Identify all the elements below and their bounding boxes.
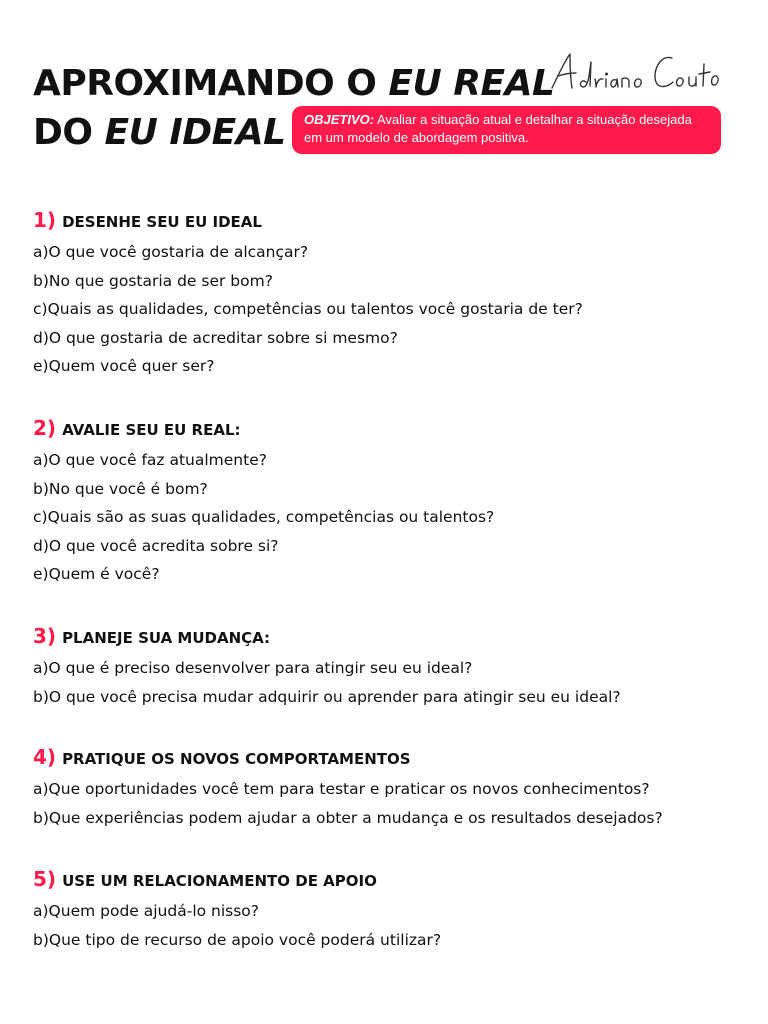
page-title-line-1 xyxy=(33,64,554,104)
question-item: b)Que tipo de recurso de apoio você poderá utilizar? xyxy=(33,930,442,949)
question-item: b)O que você precisa mudar adquirir ou aprender para atingir seu eu ideal? xyxy=(33,687,621,706)
section-number: 1) xyxy=(33,208,57,232)
question-item: b)No que gostaria de ser bom? xyxy=(33,271,273,290)
section-avalie xyxy=(33,416,753,589)
section-pratique xyxy=(33,745,753,832)
section-number: 5) xyxy=(33,867,57,891)
section-planeje xyxy=(33,624,753,711)
objective-label: OBJETIVO: xyxy=(304,112,375,127)
objective-banner xyxy=(292,106,721,154)
question-item: a)O que é preciso desenvolver para atingir seu eu ideal? xyxy=(33,659,473,677)
question-item: d)O que gostaria de acreditar sobre si mesmo? xyxy=(33,328,398,347)
section-heading xyxy=(33,416,753,446)
question-item: a)Quem pode ajudá-lo nisso? xyxy=(33,902,260,920)
question-item: a)O que você faz atualmente? xyxy=(33,451,267,469)
question-item: e)Quem é você? xyxy=(33,565,160,583)
title-emphasis: EU IDEAL xyxy=(104,112,286,153)
section-use-apoio xyxy=(33,867,753,954)
section-heading xyxy=(33,624,753,654)
title-prefix: APROXIMANDO O xyxy=(33,63,377,104)
title-emphasis: EU REAL xyxy=(388,63,555,104)
title-prefix: DO xyxy=(33,112,93,153)
page-title-line-2 xyxy=(33,113,286,153)
signature-logo xyxy=(548,48,738,98)
section-heading xyxy=(33,867,753,897)
section-heading xyxy=(33,745,753,775)
objective-text: Avaliar a situação atual e detalhar a situação desejada em um modelo de abordagem positiva. xyxy=(304,112,692,145)
question-item: c)Quais são as suas qualidades, competências ou talentos? xyxy=(33,508,495,526)
section-number: 2) xyxy=(33,416,57,440)
question-item: b)No que você é bom? xyxy=(33,479,208,498)
question-item: d)O que você acredita sobre si? xyxy=(33,536,279,555)
section-heading xyxy=(33,208,753,238)
section-number: 4) xyxy=(33,745,57,769)
question-item: c)Quais as qualidades, competências ou talentos você gostaria de ter? xyxy=(33,300,583,318)
section-title: USE UM RELACIONAMENTO DE APOIO xyxy=(62,872,377,890)
section-title: PRATIQUE OS NOVOS COMPORTAMENTOS xyxy=(62,750,411,768)
section-desenhe xyxy=(33,208,753,381)
question-item: a)Que oportunidades você tem para testar e praticar os novos conhecimentos? xyxy=(33,780,650,798)
section-title: DESENHE SEU EU IDEAL xyxy=(62,213,262,231)
section-number: 3) xyxy=(33,624,57,648)
question-item: e)Quem você quer ser? xyxy=(33,357,215,375)
section-title: AVALIE SEU EU REAL: xyxy=(62,421,241,439)
question-item: a)O que você gostaria de alcançar? xyxy=(33,243,309,261)
question-item: b)Que experiências podem ajudar a obter a mudança e os resultados desejados? xyxy=(33,808,663,827)
section-title: PLANEJE SUA MUDANÇA: xyxy=(62,629,271,647)
